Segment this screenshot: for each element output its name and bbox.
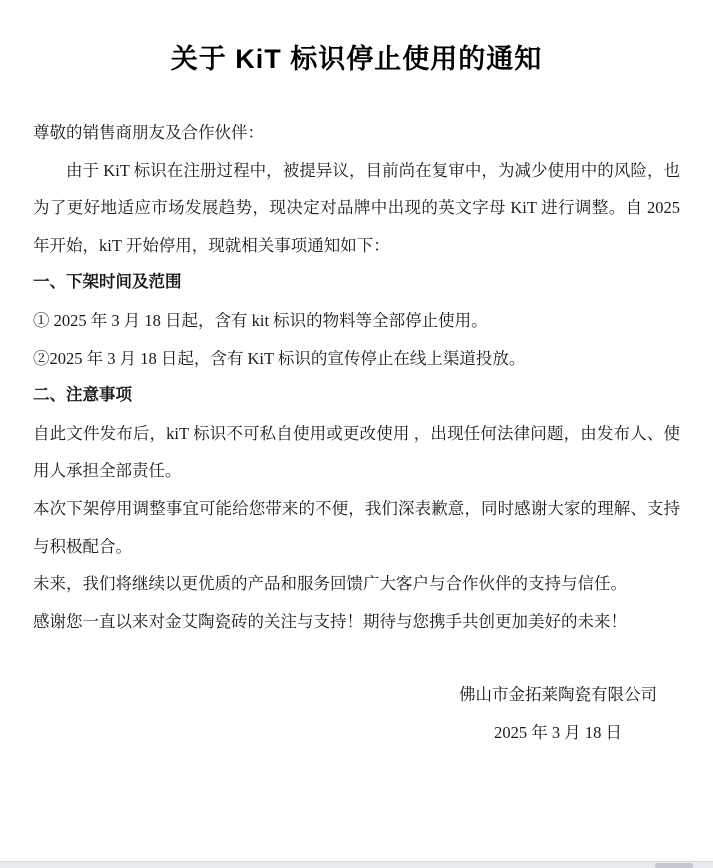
signature-date: 2025 年 3 月 18 日 [494,723,622,743]
horizontal-scrollbar-thumb[interactable] [655,863,693,868]
intro-paragraph: 由于 KiT 标识在注册过程中，被提异议，目前尚在复审中，为减少使用中的风险，也为了更好地适应市场发展趋势，现决定对品牌中出现的英文字母 KiT 进行调整。自 2025 年开始，kiT 开始停用，现就相关事项通知如下： [33,160,680,255]
section2-heading: 二、注意事项 [33,386,132,405]
salutation: 尊敬的销售商朋友及合作伙伴： [33,123,264,142]
section2-paragraph-3: 未来，我们将继续以更优质的产品和服务回馈广大客户与合作伙伴的支持与信任。 [33,574,627,594]
section1-item-1: ① 2025 年 3 月 18 日起，含有 kit 标识的物料等全部停止使用。 [33,310,488,330]
horizontal-scrollbar[interactable] [0,861,713,868]
section2-paragraph-4: 感谢您一直以来对金艾陶瓷砖的关注与支持！期待与您携手共创更加美好的未来！ [33,611,627,631]
signature-block [459,676,657,752]
section2-paragraph-2: 本次下架停用调整事宜可能给您带来的不便，我们深表歉意，同时感谢大家的理解、支持与积极配合。 [33,498,680,556]
document-title: 关于 KiT 标识停止使用的通知 [170,44,543,74]
section1-item-2: ②2025 年 3 月 18 日起，含有 KiT 标识的宣传停止在线上渠道投放。 [33,348,526,368]
signature-company: 佛山市金拓莱陶瓷有限公司 [459,685,657,705]
section2-paragraph-1: 自此文件发布后，kiT 标识不可私自使用或更改使用 ，出现任何法律问题，由发布人、使用人承担全部责任。 [33,423,680,481]
section1-heading: 一、下架时间及范围 [33,273,182,292]
document-body [33,114,680,640]
